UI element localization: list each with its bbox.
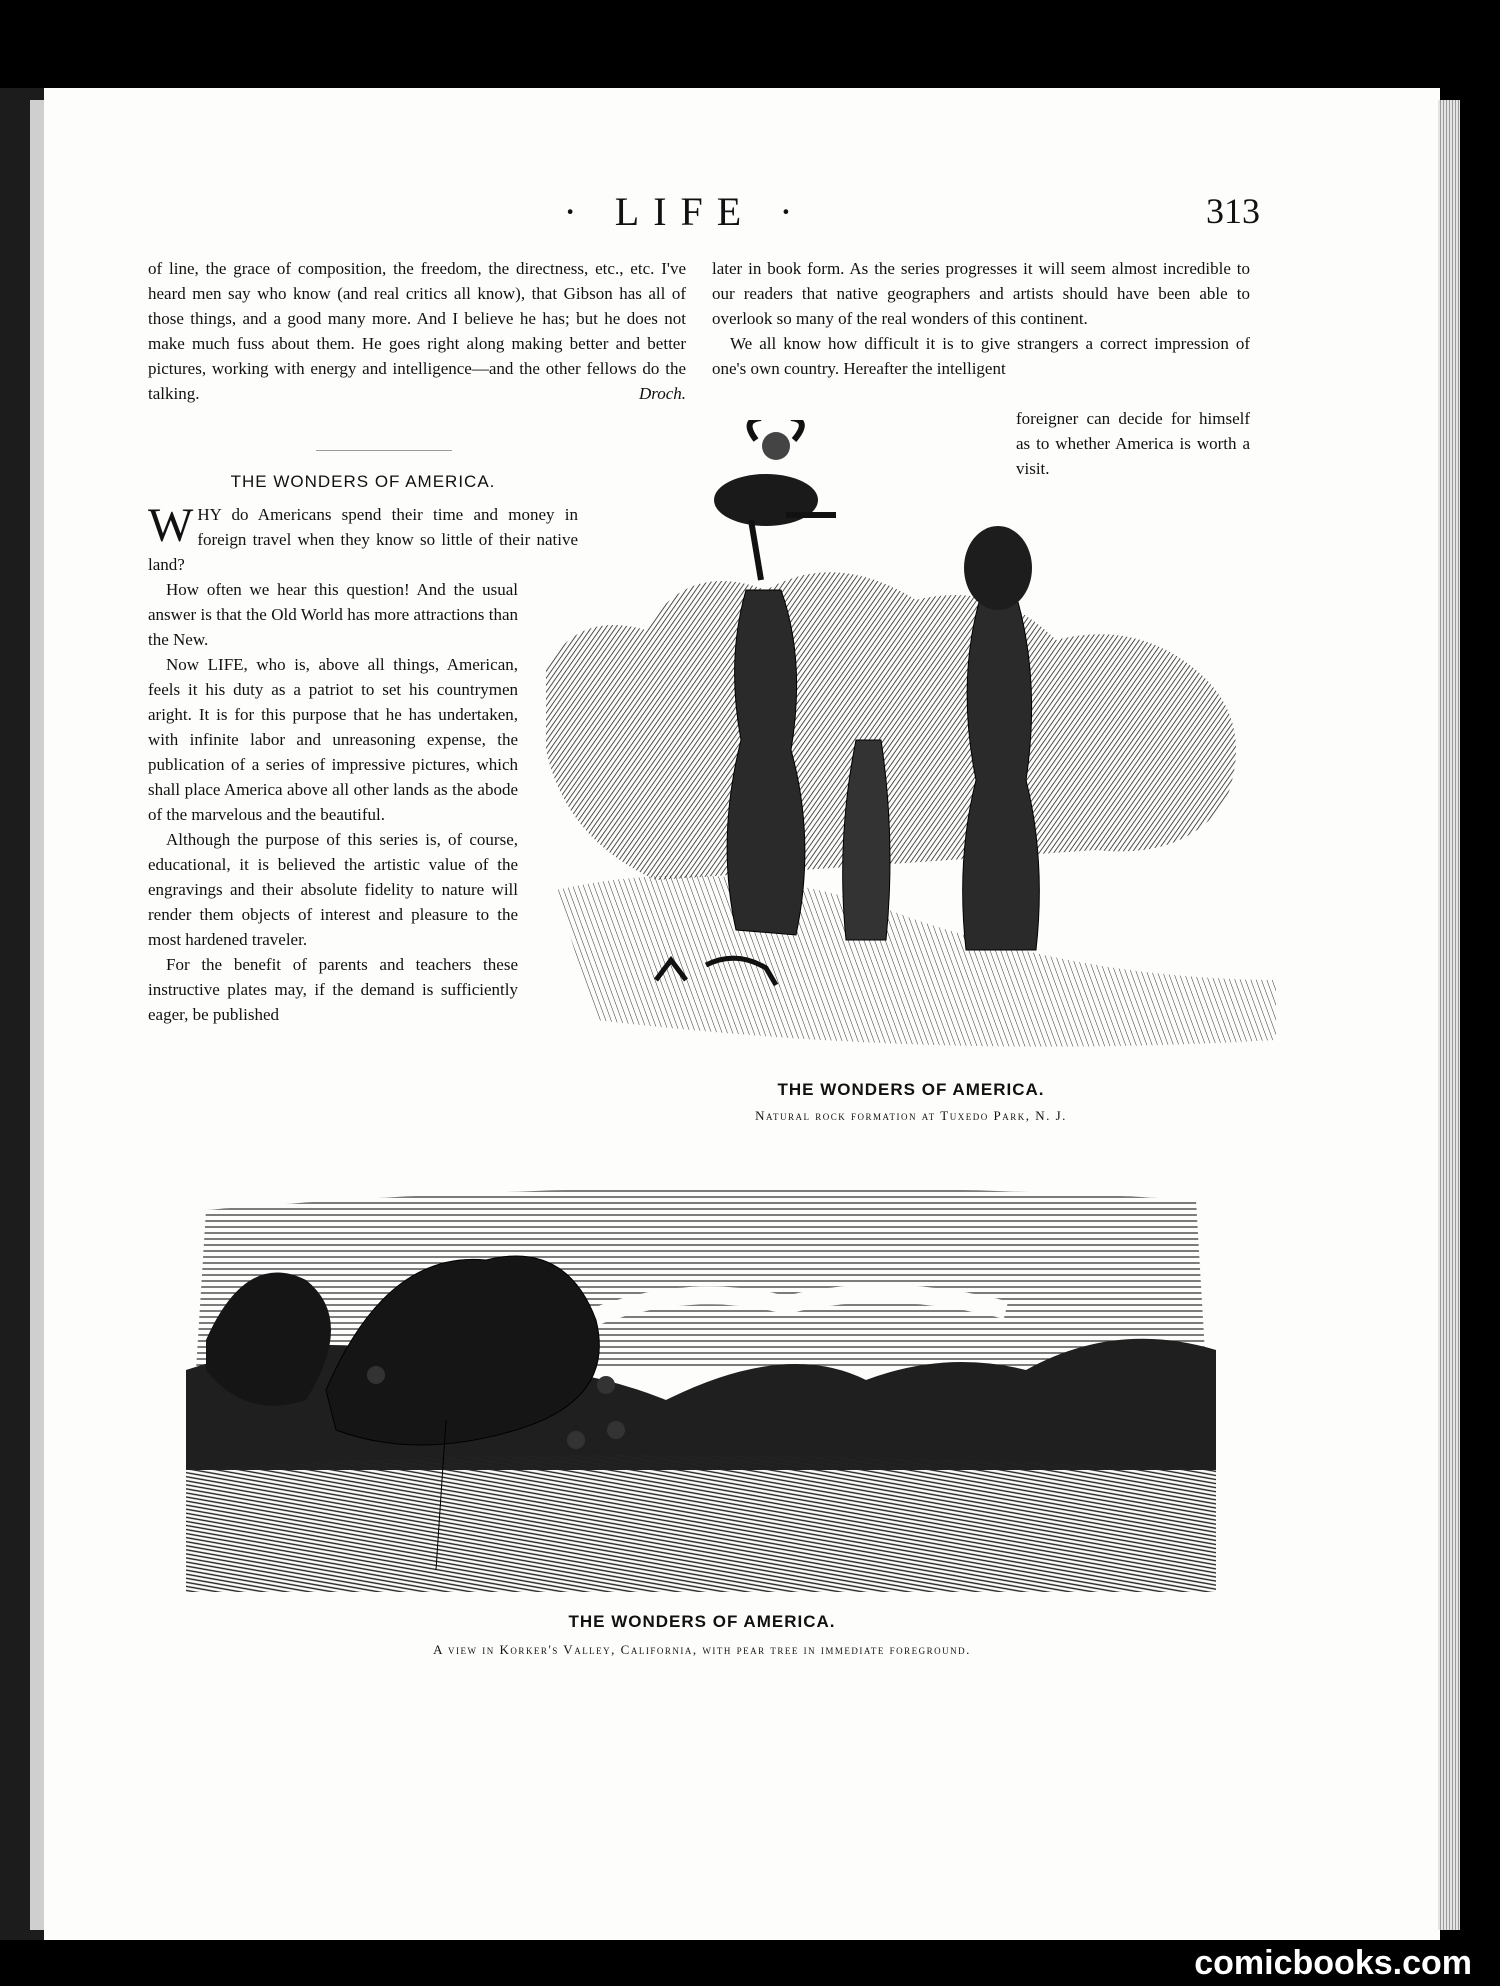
page-number: 313 bbox=[1206, 191, 1260, 231]
rock-pillar-left bbox=[727, 590, 805, 935]
article-paragraph-2: How often we hear this question! And the usual answer is that the Old World has more attractions than the New. bbox=[148, 580, 518, 649]
figure1-title: THE WONDERS OF AMERICA. bbox=[777, 1080, 1045, 1099]
article-paragraph-5: For the benefit of parents and teachers these instructive plates may, if the demand is sufficiently eager, be published bbox=[148, 955, 518, 1024]
article-paragraph-3: Now LIFE, who is, above all things, American, feels it his duty as a patriot to set his countrymen aright. It is for this purpose that he has undertaken, with infinite labor and unreasoning expense, the publication of a series of impressive pictures, which shall place America above all other lands as the abode of the marvelous and the beautiful. bbox=[148, 655, 518, 824]
book-spine-edge bbox=[30, 100, 44, 1930]
site-watermark: comicbooks.com bbox=[1194, 1944, 1472, 1982]
drop-cap: W bbox=[148, 499, 194, 552]
ground bbox=[556, 875, 1276, 1046]
article-paragraph-7a: We all know how difficult it is to give strangers a correct impression of one's own country. Hereafter the intelligent bbox=[712, 334, 1250, 378]
rock-formation-engraving bbox=[536, 420, 1286, 1060]
valley-landscape-engraving bbox=[186, 1170, 1218, 1592]
sky bbox=[196, 1187, 1206, 1370]
dancer-skirt bbox=[714, 474, 818, 526]
pear-1 bbox=[597, 1376, 615, 1394]
pear-3 bbox=[567, 1431, 585, 1449]
previous-article-ending bbox=[148, 256, 686, 406]
article-paragraph-6: later in book form. As the series progresses it will seem almost incredible to our readers that native geographers and artists should have been able to overlook so many of the real wonders of this continent. bbox=[712, 259, 1250, 328]
rock-head bbox=[964, 526, 1032, 610]
pear-4 bbox=[367, 1366, 385, 1384]
article-paragraph-4: Although the purpose of this series is, of course, educational, it is believed the artistic value of the engravings and their absolute fidelity to nature will render them objects of interest and pleasure to the most hardened traveler. bbox=[148, 830, 518, 949]
figure1-caption: Natural rock formation at Tuxedo Park, N. J. bbox=[755, 1108, 1067, 1123]
dancer-head bbox=[762, 432, 790, 460]
article-paragraph-7b: foreigner can decide for himself as to whether America is worth a visit. bbox=[1016, 409, 1250, 478]
article-paragraph-1: HY do Americans spend their time and money in foreign travel when they know so little of their native land? bbox=[148, 505, 578, 574]
valley-floor bbox=[186, 1455, 1216, 1592]
author-signature: Droch. bbox=[638, 384, 686, 403]
pear-2 bbox=[607, 1421, 625, 1439]
magazine-title: · LIFE · bbox=[563, 189, 807, 234]
article-heading: THE WONDERS OF AMERICA. bbox=[230, 472, 496, 491]
foliage-mass bbox=[546, 572, 1236, 880]
figure2-title: THE WONDERS OF AMERICA. bbox=[568, 1612, 836, 1631]
section-divider bbox=[316, 450, 452, 451]
article-body-left bbox=[148, 499, 578, 1027]
figure2-caption: A view in Korker's Valley, California, with pear tree in immediate foreground. bbox=[433, 1642, 971, 1657]
article-body-right bbox=[712, 256, 1250, 381]
previous-article-text: of line, the grace of composition, the freedom, the directness, etc., etc. I've heard men say who know (and real critics all know), that Gibson has all of those things, and a good many more. And I believe he has; but he does not make much fuss about them. He goes right along making better and better pictures, working with energy and intelligence—and the other fellows do the talking. bbox=[148, 259, 686, 403]
page-edges bbox=[1438, 100, 1460, 1930]
